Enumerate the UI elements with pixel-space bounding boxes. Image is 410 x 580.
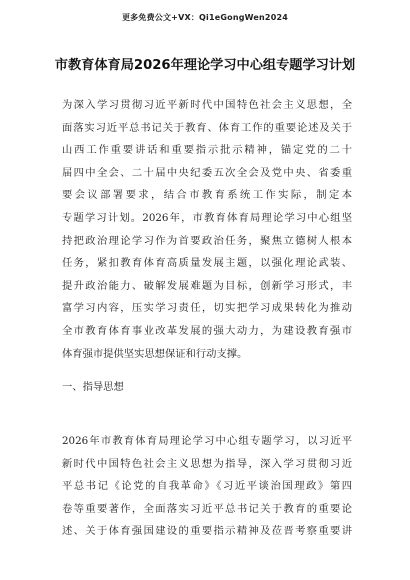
paragraph-line: 山西工作重要讲话和重要指示批示精神，锚定党的二十 [62,144,352,157]
paragraph-line: 持把政治理论学习作为首要政治任务，聚焦立德树人根本 [62,234,352,247]
paragraph-line: 新时代中国特色社会主义思想为指导，深入学习贯彻习近 [62,457,352,470]
paragraph-line: 要会议部署要求，结合市教育系统工作实际，制定本 [62,189,352,202]
paragraph-line: 专题学习计划。2026年，市教育体育局理论学习中心组坚 [62,211,352,224]
paragraph-line: 面落实习近平总书记关于教育、体育工作的重要论述及关于 [62,121,352,134]
paragraph-line: 体育强市提供坚实思想保证和行动支撑。 [62,347,248,360]
promo-header: 更多免费公文+VX：Qi1eGongWen2024 [121,13,288,22]
paragraph-line: 富学习内容，压实学习责任，切实把学习成果转化为推动 [62,302,352,315]
paragraph-line: 提升政治能力、破解发展难题为目标，创新学习形式，丰 [62,279,352,292]
guiding-thought-paragraph [62,430,352,543]
paragraph-line: 全市教育体育事业改革发展的强大动力，为建设教育强市 [62,324,352,337]
paragraph-line: 为深入学习贯彻习近平新时代中国特色社会主义思想，全 [62,99,352,111]
paragraph-line: 任务，紧扣教育体育高质量发展主题，以强化理论武装、 [62,257,352,270]
paragraph-line: 2026年市教育体育局理论学习中心组专题学习，以习近平 [62,435,352,447]
paragraph-line: 述、关于体育强国建设的重要指示精神及莅晋考察重要讲 [62,525,352,538]
document-title: 市教育体育局2026年理论学习中心组专题学习计划 [54,58,356,73]
paragraph-line: 届四中全会、二十届中央纪委五次全会及党中央、省委重 [62,166,352,179]
intro-paragraph [62,94,352,365]
section-heading: 一、指导思想 [62,381,124,393]
paragraph-line: 平总书记《论党的自我革命》《习近平谈治国理政》第四 [62,480,352,493]
paragraph-line: 卷等重要著作，全面落实习近平总书记关于教育的重要论 [62,502,352,515]
